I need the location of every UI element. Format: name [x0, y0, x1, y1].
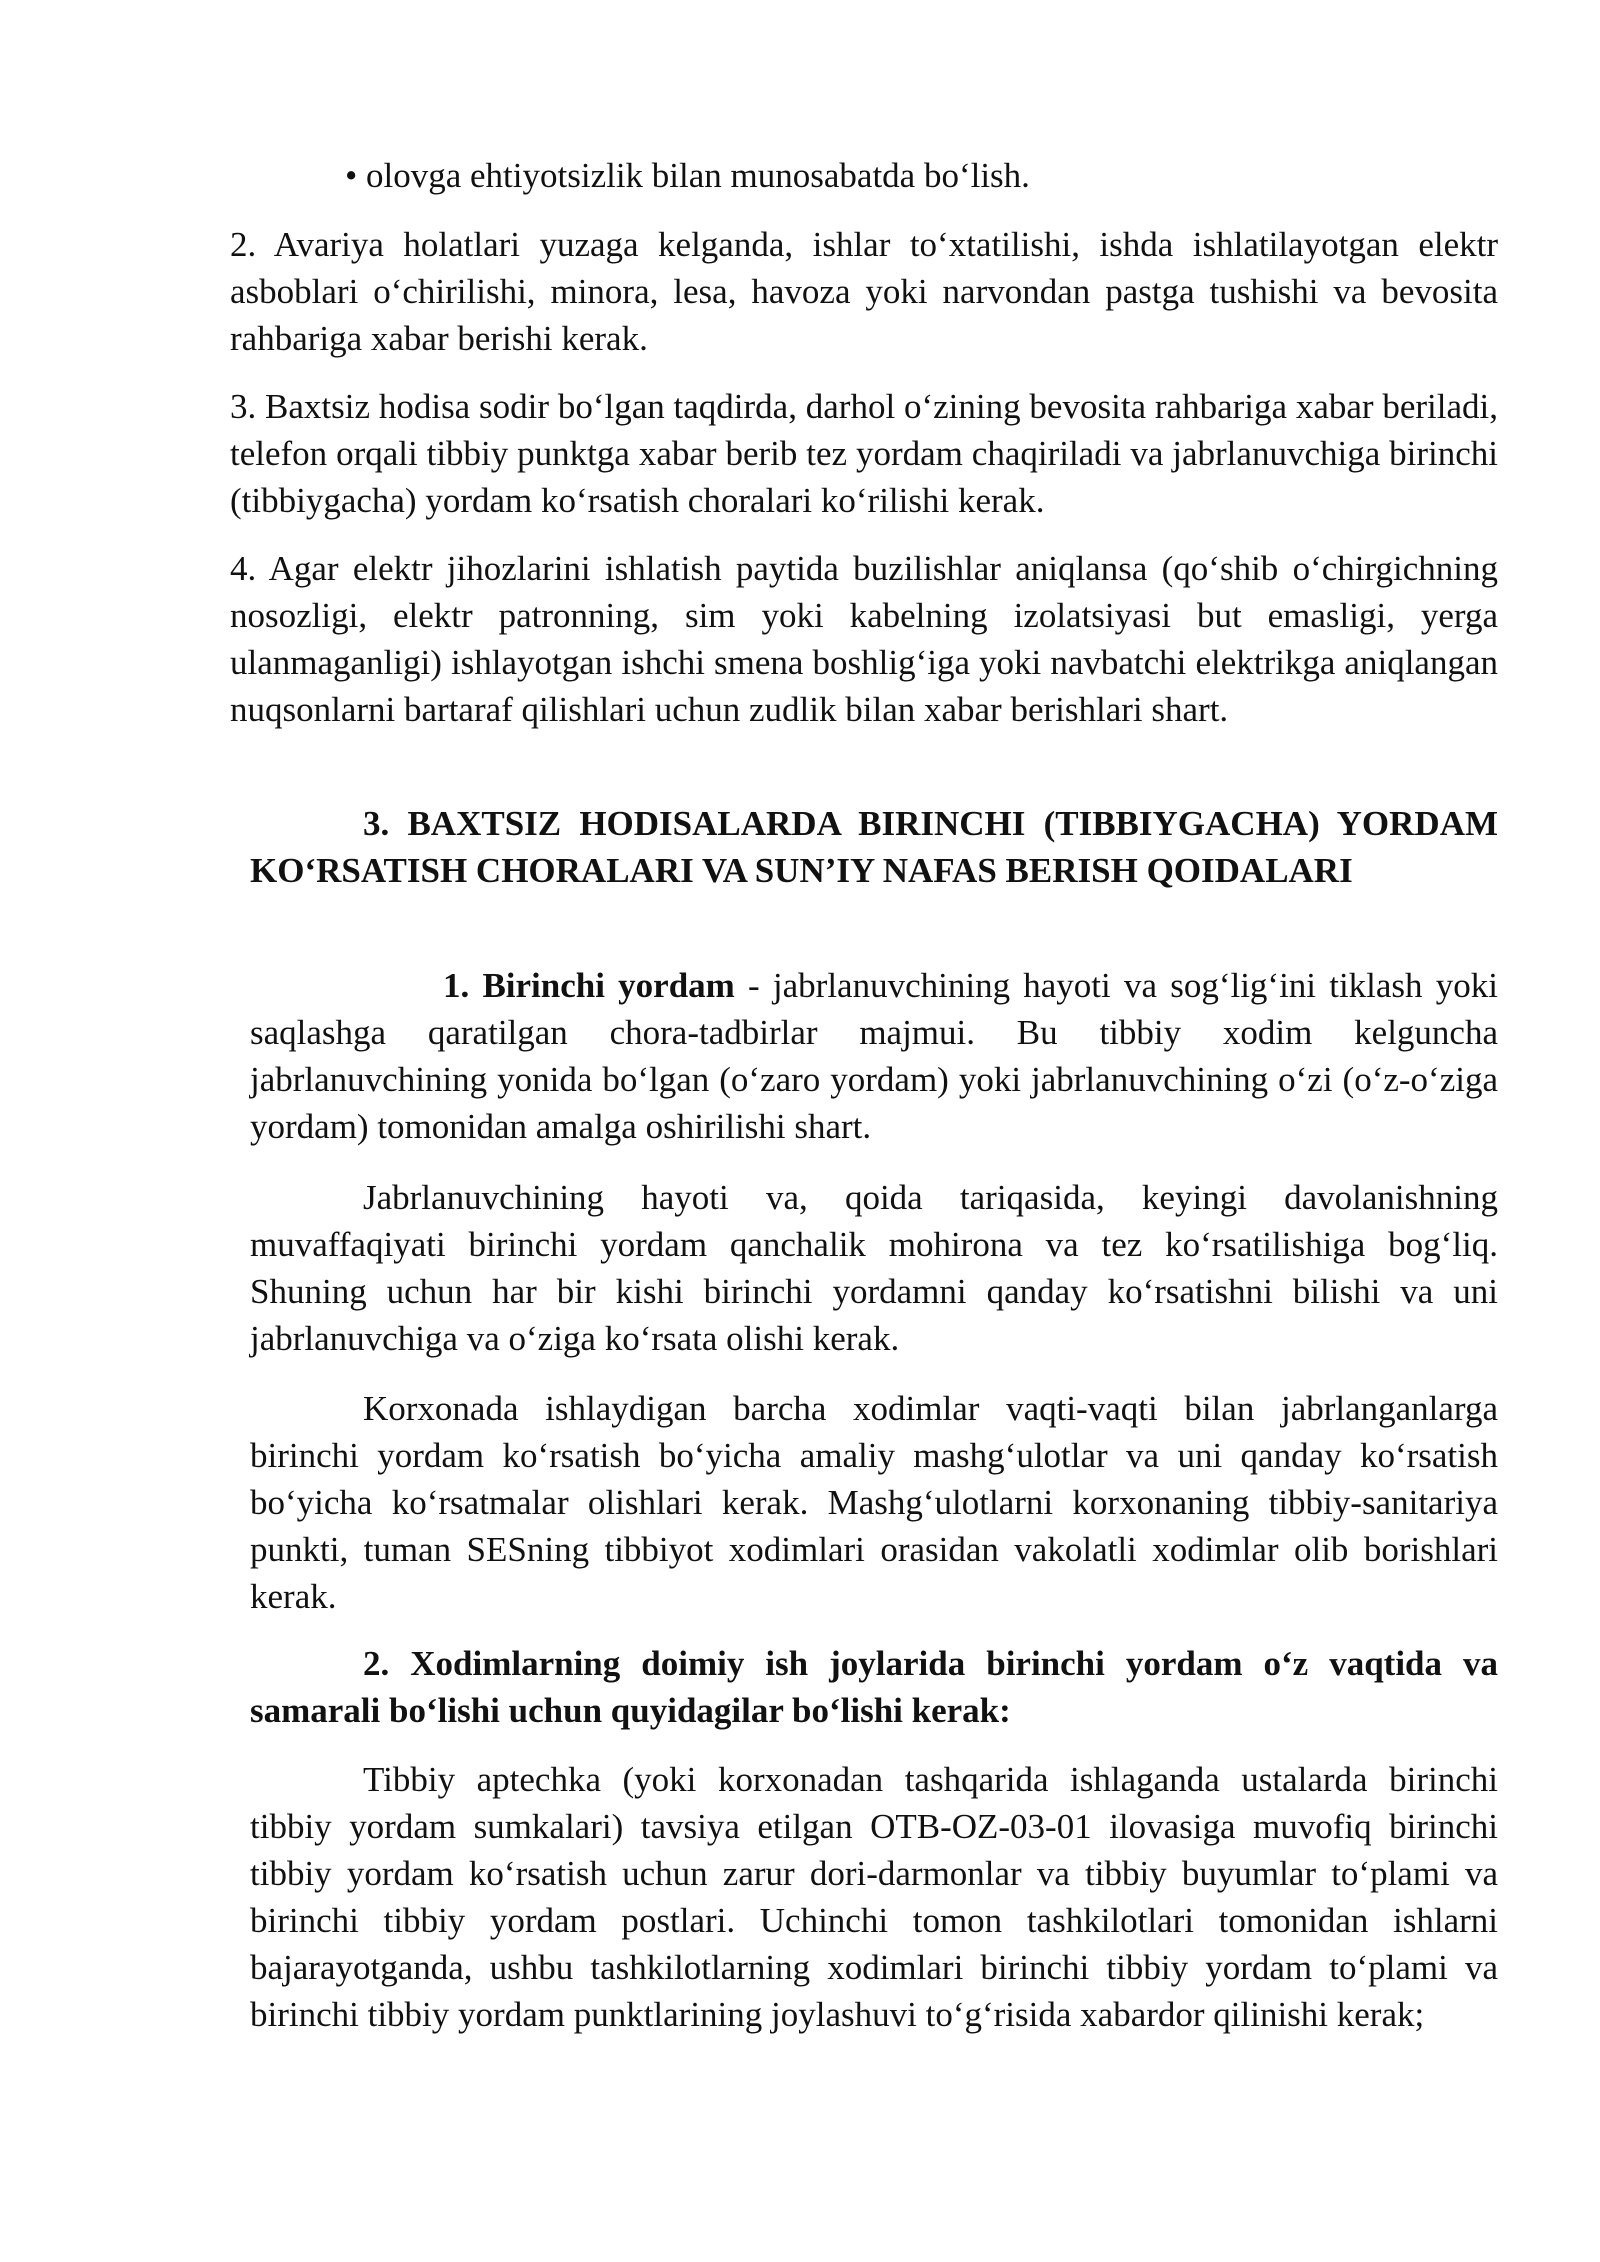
numbered-item-3: 3. Baxtsiz hodisa sodir bo‘lgan taqdirda, darhol o‘zining bevosita rahbariga xabar beriladi, telefon orqali tibbiy punktga xabar berib tez yordam chaqiriladi va jabrlanuvchiga birinchi (tibbiygacha) yordam ko‘rsatish choralari ko‘rilishi kerak.: [230, 387, 1498, 520]
paragraph-first-aid-kit: Tibbiy aptechka (yoki korxonadan tashqarida ishlaganda ustalarda birinchi tibbiy yordam sumkalari) tavsiya etilgan OTB-OZ-03-01 ilovasiga muvofiq birinchi tibbiy yordam ko‘rsatish uchun zarur dori-darmonlar va tibbiy buyumlar to‘plami va birinchi tibbiy yordam postlari. Uchinchi tomon tashkilotlari tomonidan ishlarni bajarayotganda, ushbu tashkilotlarning xodimlari birinchi tibbiy yordam to‘plami va birinchi tibbiy yordam punktlarining joylashuvi to‘g‘risida xabardor qilinishi kerak;: [250, 1760, 1498, 2034]
numbered-item-2: 2. Avariya holatlari yuzaga kelganda, ishlar to‘xtatilishi, ishda ishlatilayotgan elektr asboblari o‘chirilishi, minora, lesa, havoza yoki narvondan pastga tushishi va bevosita rahbariga xabar berishi kerak.: [230, 225, 1498, 358]
section-heading: 3. BAXTSIZ HODISALARDA BIRINCHI (TIBBIYGACHA) YORDAM KO‘RSATISH CHORALARI VA SUN’IY NAFAS BERISH QOIDALARI: [250, 804, 1498, 890]
first-aid-definition-paragraph: [250, 962, 1498, 1150]
numbered-item-4: 4. Agar elektr jihozlarini ishlatish paytida buzilishlar aniqlansa (qo‘shib o‘chirgichning nosozligi, elektr patronning, sim yoki kabelning izolatsiyasi but emasligi, yerga ulanmaganligi) ishlayotgan ishchi smena boshlig‘iga yoki navbatchi elektrikga aniqlangan nuqsonlarni bartaraf qilishlari uchun zudlik bilan xabar berishlari shart.: [230, 549, 1498, 729]
paragraph-life: Jabrlanuvchining hayoti va, qoida tariqasida, keyingi davolanishning muvaffaqiyati birinchi yordam qanchalik mohirona va tez ko‘rsatilishiga bog‘liq. Shuning uchun har bir kishi birinchi yordamni qanday ko‘rsatishni bilishi va uni jabrlanuvchiga va o‘ziga ko‘rsata olishi kerak.: [250, 1178, 1498, 1358]
first-aid-term: 1. Birinchi yordam: [443, 966, 735, 1005]
first-aid-definition-text: - jabrlanuvchining hayoti va sog‘lig‘ini tiklash yoki saqlashga qaratilgan chora-tadbirlar majmui. Bu tibbiy xodim kelguncha jabrlanuvchining yonida bo‘lgan (o‘zaro yordam) yoki jabrlanuvchining o‘zi (o‘z-o‘ziga yordam) tomonidan amalga oshirilishi shart.: [250, 966, 1498, 1146]
subheading-2: 2. Xodimlarning doimiy ish joylarida birinchi yordam o‘z vaqtida va samarali bo‘lishi uchun quyidagilar bo‘lishi kerak:: [250, 1644, 1498, 1730]
bullet-item: • olovga ehtiyotsizlik bilan munosabatda bo‘lish.: [345, 156, 1030, 195]
paragraph-training: Korxonada ishlaydigan barcha xodimlar vaqti-vaqti bilan jabrlanganlarga birinchi yordam ko‘rsatish bo‘yicha amaliy mashg‘ulotlar va uni qanday ko‘rsatish bo‘yicha ko‘rsatmalar olishlari kerak. Mashg‘ulotlarni korxonaning tibbiy-sanitariya punkti, tuman SESning tibbiyot xodimlari orasidan vakolatli xodimlar olib borishlari kerak.: [250, 1389, 1498, 1616]
